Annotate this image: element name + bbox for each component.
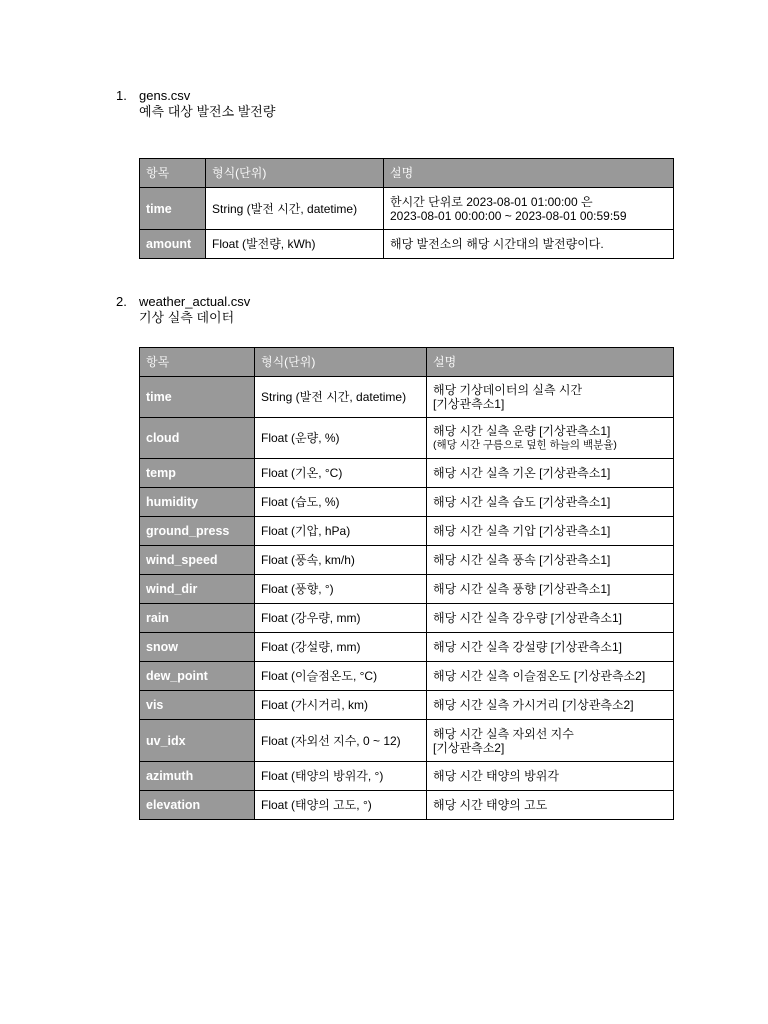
- row-key: wind_dir: [140, 575, 255, 604]
- row-format: Float (기온, °C): [255, 459, 427, 488]
- row-description: 해당 시간 실측 풍향 [기상관측소1]: [427, 575, 674, 604]
- row-format: Float (발전량, kWh): [206, 230, 384, 259]
- row-format: Float (가시거리, km): [255, 691, 427, 720]
- row-format: Float (풍속, km/h): [255, 546, 427, 575]
- row-format: String (발전 시간, datetime): [206, 188, 384, 230]
- header-format: 형식(단위): [255, 348, 427, 377]
- row-key: vis: [140, 691, 255, 720]
- row-format: Float (운량, %): [255, 418, 427, 459]
- table-row: [140, 230, 674, 259]
- table-row: [140, 459, 674, 488]
- section-subtitle: 기상 실측 데이터: [139, 310, 235, 325]
- row-description: 해당 시간 실측 기온 [기상관측소1]: [427, 459, 674, 488]
- section-subtitle: 예측 대상 발전소 발전량: [139, 104, 276, 119]
- row-description: 해당 시간 태양의 방위각: [427, 762, 674, 791]
- row-format: Float (풍향, °): [255, 575, 427, 604]
- header-item: 항목: [140, 348, 255, 377]
- row-description: 해당 시간 실측 풍속 [기상관측소1]: [427, 546, 674, 575]
- row-description: [427, 720, 674, 762]
- table-row: [140, 377, 674, 418]
- table-header-row: [140, 348, 674, 377]
- row-key: snow: [140, 633, 255, 662]
- row-description: 해당 시간 실측 이슬점온도 [기상관측소2]: [427, 662, 674, 691]
- row-key: time: [140, 188, 206, 230]
- row-key: wind_speed: [140, 546, 255, 575]
- row-description: [384, 230, 674, 259]
- table-row: [140, 188, 674, 230]
- header-description: 설명: [427, 348, 674, 377]
- table-header-row: [140, 159, 674, 188]
- header-description: 설명: [384, 159, 674, 188]
- description-line: 해당 시간 실측 운량 [기상관측소1]: [433, 424, 611, 438]
- table-row: [140, 691, 674, 720]
- row-key: ground_press: [140, 517, 255, 546]
- description-line: 2023-08-01 00:00:00 ~ 2023-08-01 00:59:59: [390, 208, 627, 223]
- section-filename: gens.csv: [139, 88, 191, 103]
- header-item: 항목: [140, 159, 206, 188]
- row-key: humidity: [140, 488, 255, 517]
- table-row: [140, 546, 674, 575]
- header-format: 형식(단위): [206, 159, 384, 188]
- row-description: [427, 377, 674, 418]
- table-row: [140, 604, 674, 633]
- table-row: [140, 662, 674, 691]
- row-description: 해당 시간 실측 기압 [기상관측소1]: [427, 517, 674, 546]
- row-description: [427, 418, 674, 459]
- description-note: (해당 시간 구름으로 덮힌 하늘의 백분율): [433, 439, 617, 451]
- row-key: amount: [140, 230, 206, 259]
- row-description: 해당 시간 태양의 고도: [427, 791, 674, 820]
- row-format: Float (자외선 지수, 0 ~ 12): [255, 720, 427, 762]
- section-number: 2.: [116, 294, 127, 309]
- table-row: [140, 488, 674, 517]
- row-key: azimuth: [140, 762, 255, 791]
- description-line: 해당 기상데이터의 실측 시간: [433, 383, 583, 397]
- section-number: 1.: [116, 88, 127, 103]
- row-key: uv_idx: [140, 720, 255, 762]
- row-description: [384, 188, 674, 230]
- section-1-heading: [116, 88, 275, 120]
- row-key: rain: [140, 604, 255, 633]
- table-row: [140, 720, 674, 762]
- row-key: elevation: [140, 791, 255, 820]
- row-key: temp: [140, 459, 255, 488]
- gens-spec-table: [139, 158, 674, 259]
- description-line: 한시간 단위로 2023-08-01 01:00:00 은: [390, 194, 593, 209]
- table-row: [140, 762, 674, 791]
- section-filename: weather_actual.csv: [139, 294, 251, 309]
- row-description: 해당 시간 실측 가시거리 [기상관측소2]: [427, 691, 674, 720]
- row-description: 해당 시간 실측 강설량 [기상관측소1]: [427, 633, 674, 662]
- row-format: Float (기압, hPa): [255, 517, 427, 546]
- section-2-heading: [116, 294, 250, 326]
- row-format: Float (습도, %): [255, 488, 427, 517]
- row-format: Float (태양의 고도, °): [255, 791, 427, 820]
- row-format: Float (강우량, mm): [255, 604, 427, 633]
- row-format: Float (태양의 방위각, °): [255, 762, 427, 791]
- table-row: [140, 575, 674, 604]
- row-format: String (발전 시간, datetime): [255, 377, 427, 418]
- row-key: dew_point: [140, 662, 255, 691]
- row-description: 해당 시간 실측 습도 [기상관측소1]: [427, 488, 674, 517]
- table-row: [140, 791, 674, 820]
- description-line: [기상관측소1]: [433, 397, 505, 411]
- table-row: [140, 517, 674, 546]
- row-key: time: [140, 377, 255, 418]
- description-line: [기상관측소2]: [433, 740, 505, 755]
- description-line: 해당 시간 실측 자외선 지수: [433, 726, 574, 741]
- weather-actual-spec-table: [139, 347, 674, 820]
- row-key: cloud: [140, 418, 255, 459]
- table-row: [140, 633, 674, 662]
- description-line: 해당 발전소의 해당 시간대의 발전량이다.: [390, 237, 604, 251]
- row-format: Float (강설량, mm): [255, 633, 427, 662]
- row-format: Float (이슬점온도, °C): [255, 662, 427, 691]
- table-row: [140, 418, 674, 459]
- row-description: 해당 시간 실측 강우량 [기상관측소1]: [427, 604, 674, 633]
